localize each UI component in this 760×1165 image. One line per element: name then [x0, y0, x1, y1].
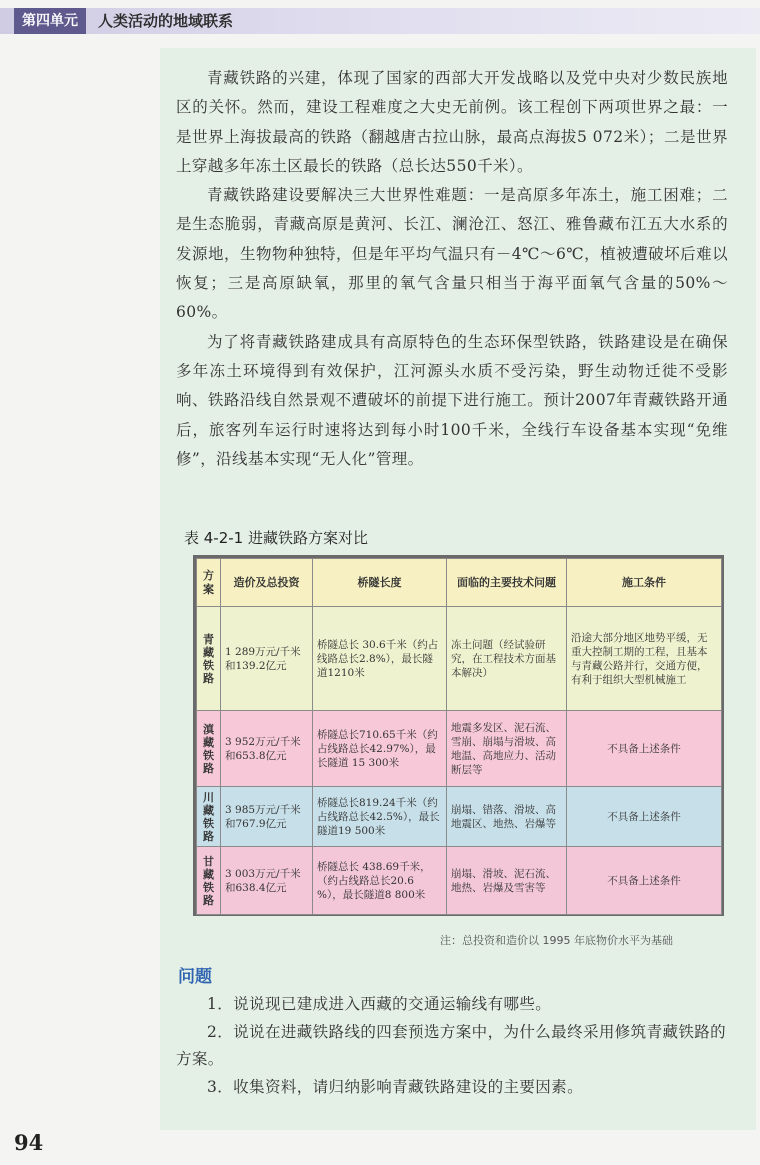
plan-name: 青藏铁路 — [197, 607, 221, 711]
header-conditions: 施工条件 — [567, 559, 722, 607]
questions-title: 问题 — [178, 967, 212, 987]
table-row — [197, 787, 722, 847]
length-cell: 桥隧总长710.65千米（约占线路总长42.97%），最长隧道 15 300米 — [313, 711, 447, 787]
body-text — [176, 64, 728, 474]
header-cost: 造价及总投资 — [221, 559, 313, 607]
conditions-cell: 不具备上述条件 — [567, 847, 722, 915]
problems-cell: 冻土问题（经试验研究，在工程技术方面基本解决） — [447, 607, 567, 711]
cost-cell: 3 003万元/千米和638.4亿元 — [221, 847, 313, 915]
conditions-cell: 不具备上述条件 — [567, 711, 722, 787]
unit-title: 人类活动的地域联系 — [98, 12, 234, 30]
cost-cell: 3 952万元/千米和653.8亿元 — [221, 711, 313, 787]
cost-cell: 1 289万元/千米和139.2亿元 — [221, 607, 313, 711]
chapter-header-bar — [0, 8, 760, 34]
problems-cell: 崩塌、错落、滑坡、高地震区、地热、岩爆等 — [447, 787, 567, 847]
question-item: 2．说说在进藏铁路线的四套预选方案中，为什么最终采用修筑青藏铁路的方案。 — [176, 1022, 727, 1068]
plan-name: 川藏铁路 — [197, 787, 221, 847]
length-cell: 桥隧总长 30.6千米（约占线路总长2.8%），最长隧道1210米 — [313, 607, 447, 711]
unit-label: 第四单元 — [14, 8, 86, 34]
table-title: 表 4-2-1 进藏铁路方案对比 — [184, 529, 368, 547]
cost-cell: 3 985万元/千米和767.9亿元 — [221, 787, 313, 847]
table-row — [197, 847, 722, 915]
page-number: 94 — [14, 1130, 44, 1155]
header-length: 桥隧长度 — [313, 559, 447, 607]
question-item: 1．说说现已建成进入西藏的交通运输线有哪些。 — [207, 995, 552, 1013]
conditions-cell: 不具备上述条件 — [567, 787, 722, 847]
problems-cell: 崩塌、滑坡、泥石流、地热、岩爆及雪害等 — [447, 847, 567, 915]
paragraph: 青藏铁路建设要解决三大世界性难题：一是高原多年冻土，施工困难；二是生态脆弱，青藏高原是黄河、长江、澜沧江、怒江、雅鲁藏布江五大水系的发源地，生物物种独特，但是年平均气温只有－4℃～6℃，植被遭破坏后难以恢复；三是高原缺氧，那里的氧气含量只相当于海平面氧气含量的50%～60%。 — [176, 186, 728, 322]
plan-name: 甘藏铁路 — [197, 847, 221, 915]
conditions-cell: 沿途大部分地区地势平缓，无重大控制工期的工程，且基本与青藏公路并行，交通方便，有利于组织大型机械施工 — [567, 607, 722, 711]
table-row — [197, 607, 722, 711]
length-cell: 桥隧总长819.24千米（约占线路总长42.5%），最长隧道19 500米 — [313, 787, 447, 847]
table-row — [197, 711, 722, 787]
header-problems: 面临的主要技术问题 — [447, 559, 567, 607]
plan-name: 滇藏铁路 — [197, 711, 221, 787]
table-note: 注：总投资和造价以 1995 年底物价水平为基础 — [440, 934, 673, 947]
paragraph: 青藏铁路的兴建，体现了国家的西部大开发战略以及党中央对少数民族地区的关怀。然而，建设工程难度之大史无前例。该工程创下两项世界之最：一是世界上海拔最高的铁路（翻越唐古拉山脉，最高点海拔5 072米）；二是世界上穿越多年冻土区最长的铁路（总长达550千米）。 — [176, 69, 728, 175]
problems-cell: 地震多发区、泥石流、雪崩、崩塌与滑坡、高地温、高地应力、活动断层等 — [447, 711, 567, 787]
paragraph: 为了将青藏铁路建成具有高原特色的生态环保型铁路，铁路建设是在确保多年冻土环境得到有效保护，江河源头水质不受污染，野生动物迁徙不受影响、铁路沿线自然景观不遭破坏的前提下进行施工。预计2007年青藏铁路开通后，旅客列车运行时速将达到每小时100千米，全线行车设备基本实现“免维修”，沿线基本实现“无人化”管理。 — [176, 332, 728, 468]
question-item: 3．收集资料，请归纳影响青藏铁路建设的主要因素。 — [207, 1077, 583, 1096]
questions-list — [176, 991, 728, 1101]
header-plan: 方案 — [197, 559, 221, 607]
length-cell: 桥隧总长 438.69千米，（约占线路总长20.6 %），最长隧道8 800米 — [313, 847, 447, 915]
comparison-table — [193, 555, 724, 916]
